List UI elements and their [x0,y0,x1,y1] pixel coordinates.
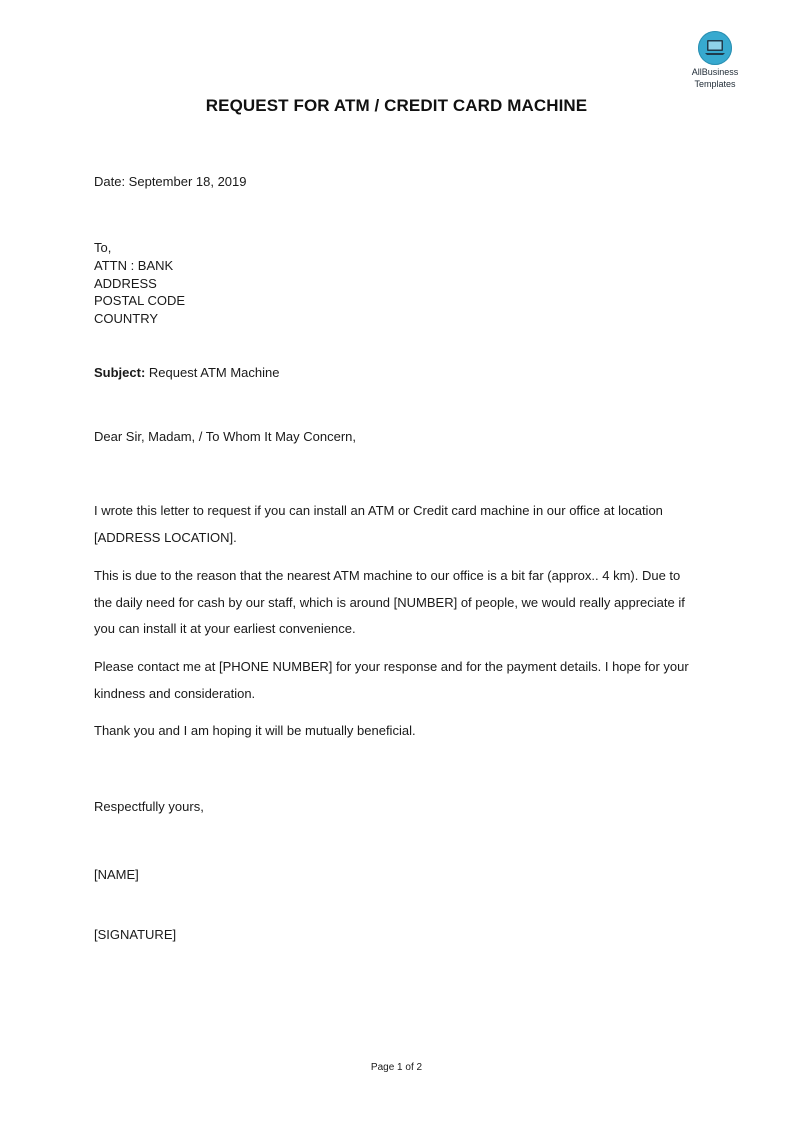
address-country: COUNTRY [94,311,159,327]
signature-placeholder: [SIGNATURE] [94,927,177,942]
address-attn: ATTN : BANK [94,257,174,273]
subject-line [94,365,279,380]
recipient-address [94,239,185,328]
logo-text-line2: Templates [694,79,736,89]
page-number: Page 1 of 2 [370,1062,423,1073]
name-placeholder: [NAME] [94,867,139,882]
address-street: ADDRESS [94,275,157,291]
brand-logo[interactable] [684,31,746,89]
body-paragraph-4: Thank you and I am hoping it will be mutually beneficial. [94,723,416,738]
body-paragraph-2: This is due to the reason that the nearest ATM machine to our office is a bit far (approx.. 4 km). Due to the daily need for cash by our staff, which is around [NUMBER] of people, we would really appreciate if you can install it at your earliest convenience. [94,568,685,636]
document-title: REQUEST FOR ATM / CREDIT CARD MACHINE [205,96,588,115]
address-to: To, [94,240,112,255]
closing-line: Respectfully yours, [94,799,204,814]
salutation: Dear Sir, Madam, / To Whom It May Concern, [94,429,357,444]
body-paragraph-3: Please contact me at [PHONE NUMBER] for your response and for the payment details. I hope for your kindness and consideration. [94,659,689,701]
laptop-icon [698,31,732,65]
subject-text: Request ATM Machine [148,365,280,380]
body-paragraph-1: I wrote this letter to request if you can install an ATM or Credit card machine in our office at location [ADDRESS LOCATION]. [94,503,663,545]
date-line: Date: September 18, 2019 [94,174,247,189]
address-postal: POSTAL CODE [94,293,186,309]
subject-label: Subject: [94,365,146,380]
logo-text-line1: AllBusiness [691,67,739,77]
